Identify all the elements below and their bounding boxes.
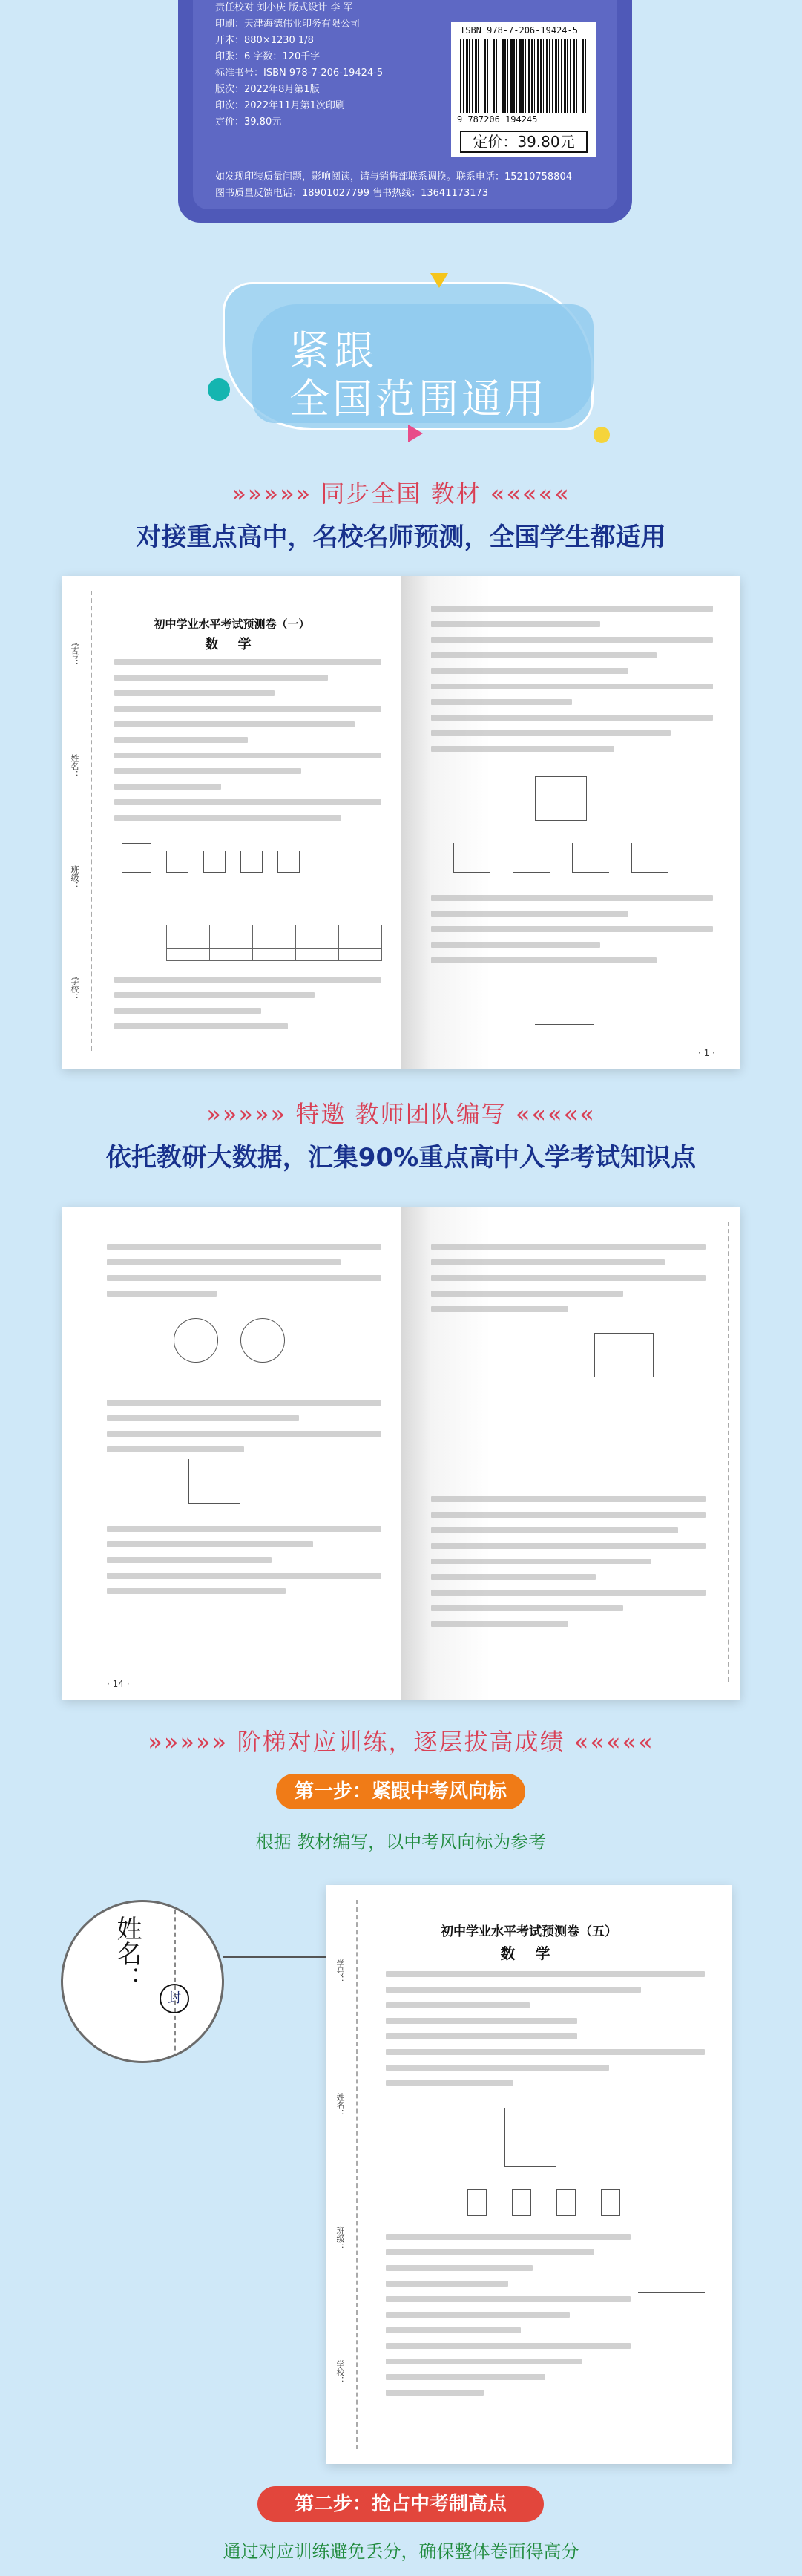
geometry-figure-icon <box>535 776 587 821</box>
section2-heading: »»»»» 特邀 教师团队编写 ««««« <box>206 1100 596 1128</box>
colophon-info <box>215 0 383 131</box>
function-graph-icon <box>188 1459 240 1504</box>
section2-subheading: 依托教研大数据，汇集90%重点高中入学考试知识点 <box>105 1143 697 1173</box>
view-figure-icon <box>512 2189 531 2216</box>
question-text-block <box>431 1244 706 1322</box>
solid-figure-icon <box>122 843 151 873</box>
barcode-box <box>451 22 596 157</box>
step2-desc: 通过对应训练避免丢分，确保整体卷面得高分 <box>223 2541 579 2562</box>
exam-right-page <box>401 1207 740 1700</box>
side-label-class: 班级： <box>335 2226 345 2251</box>
graph-figure-icon <box>572 843 609 873</box>
parallel-lines-figure-icon <box>638 2241 705 2293</box>
question-text-block <box>431 1496 706 1636</box>
section3-header <box>0 1723 802 1757</box>
side-label-name: 姓名： <box>70 754 79 779</box>
colophon-footer <box>215 169 572 202</box>
isbn-text: ISBN 978-7-206-19424-5 <box>460 25 578 36</box>
zoom-name-label: 姓名： <box>112 1915 142 1991</box>
editor-line: 责任校对 刘小庆 版式设计 李 军 <box>215 2 353 13</box>
exam-left-page <box>62 576 401 1069</box>
side-label-school: 学校： <box>335 2360 345 2385</box>
question-text-block <box>114 977 381 1039</box>
question-text-block <box>431 606 713 761</box>
zoom-seal-icon: 封 <box>160 1984 189 2013</box>
yellow-dot-icon <box>594 427 610 443</box>
side-label-name: 姓名： <box>335 2093 345 2117</box>
colophon-card <box>178 0 632 223</box>
view-figure-icon <box>467 2189 487 2216</box>
view-figure-icon <box>601 2189 620 2216</box>
triangle-figure-icon <box>535 988 594 1025</box>
zoom-circle <box>61 1900 224 2063</box>
section1-heading: »»»»» 同步全国 教材 ««««« <box>231 479 571 508</box>
zoom-connector <box>223 1956 326 1958</box>
question-text-block <box>114 659 381 830</box>
exam-spread-1 <box>62 576 740 1069</box>
teal-dot-icon <box>208 378 230 401</box>
geometry-figure-icon <box>594 1333 654 1377</box>
view-figure-icon <box>240 851 263 873</box>
pink-triangle-icon <box>408 425 423 442</box>
view-figure-icon <box>166 851 188 873</box>
question-text-block <box>386 2234 631 2405</box>
price-tag: 定价：39.80元 <box>460 131 588 153</box>
step2-badge: 第二步：抢占中考制高点 <box>257 2486 544 2522</box>
exam-spread-2 <box>62 1207 740 1700</box>
view-figure-icon <box>556 2189 576 2216</box>
view-figure-icon <box>203 851 226 873</box>
colophon-line: 开本：880×1230 1/8 <box>215 35 314 46</box>
side-label-number: 学号： <box>70 643 79 667</box>
colophon-line: 标准书号：ISBN 978-7-206-19424-5 <box>215 68 384 79</box>
yellow-triangle-icon <box>430 273 448 288</box>
colophon-line: 印次：2022年11月第1次印刷 <box>215 100 345 111</box>
side-label-school: 学校： <box>70 977 79 1001</box>
question-text-block <box>107 1526 381 1604</box>
question-text-block <box>386 1971 705 2096</box>
seal-line <box>91 591 92 1051</box>
question-text-block <box>431 895 713 973</box>
question-text-block <box>107 1244 381 1306</box>
graph-figure-icon <box>513 843 550 873</box>
exam-subject: 数 学 <box>500 1944 558 1962</box>
barcode-number: 9 787206 194245 <box>457 114 538 125</box>
exam-title: 初中学业水平考试预测卷（一） <box>154 617 310 631</box>
page-number: · 14 · <box>107 1679 130 1689</box>
page-number: · 1 · <box>698 1048 715 1058</box>
colophon-line: 定价：39.80元 <box>215 117 282 128</box>
exam-title: 初中学业水平考试预测卷（五） <box>441 1924 617 1939</box>
section3-heading: »»»»» 阶梯对应训练，逐层拔高成绩 ««««« <box>148 1728 654 1756</box>
section1-subheading: 对接重点高中，名校名师预测，全国学生都适用 <box>136 522 666 552</box>
section2-header <box>0 1095 802 1173</box>
circle-figure-icon <box>174 1318 218 1363</box>
view-figure-icon <box>277 851 300 873</box>
stats-table <box>166 925 382 961</box>
exam-right-page <box>401 576 740 1069</box>
barcode-icon <box>460 39 588 113</box>
colophon-line: 版次：2022年8月第1版 <box>215 84 320 95</box>
step1-badge: 第一步：紧跟中考风向标 <box>276 1774 525 1809</box>
colophon-line: 印刷：天津海德伟业印务有限公司 <box>215 19 361 30</box>
colophon-inner <box>193 0 617 209</box>
zoom-seal-line <box>174 1902 176 2063</box>
prism-figure-icon <box>504 2108 556 2167</box>
banner-line1: 紧跟 <box>289 327 378 374</box>
seal-line <box>728 1222 729 1682</box>
exam-left-page <box>62 1207 401 1700</box>
exam-paper-5 <box>326 1885 732 2464</box>
seal-line <box>356 1900 358 2449</box>
colophon-footer-line: 如发现印装质量问题，影响阅读，请与销售部联系调换。联系电话：15210758804 <box>215 171 572 183</box>
banner-line2: 全国范围通用 <box>289 376 548 422</box>
colophon-footer-line: 图书质量反馈电话：18901027799 售书热线：13641173173 <box>215 188 489 199</box>
hero-banner <box>208 267 623 453</box>
side-label-class: 班级： <box>70 865 79 890</box>
question-text-block <box>107 1400 381 1462</box>
side-label-number: 学号： <box>335 1959 345 1984</box>
section1-header <box>0 475 802 553</box>
graph-figure-icon <box>631 843 668 873</box>
circle-figure-icon <box>240 1318 285 1363</box>
step1-desc: 根据 教材编写，以中考风向标为参考 <box>255 1832 547 1852</box>
graph-figure-icon <box>453 843 490 873</box>
exam-subject: 数 学 <box>205 637 259 652</box>
colophon-line: 印张：6 字数：120千字 <box>215 51 321 62</box>
